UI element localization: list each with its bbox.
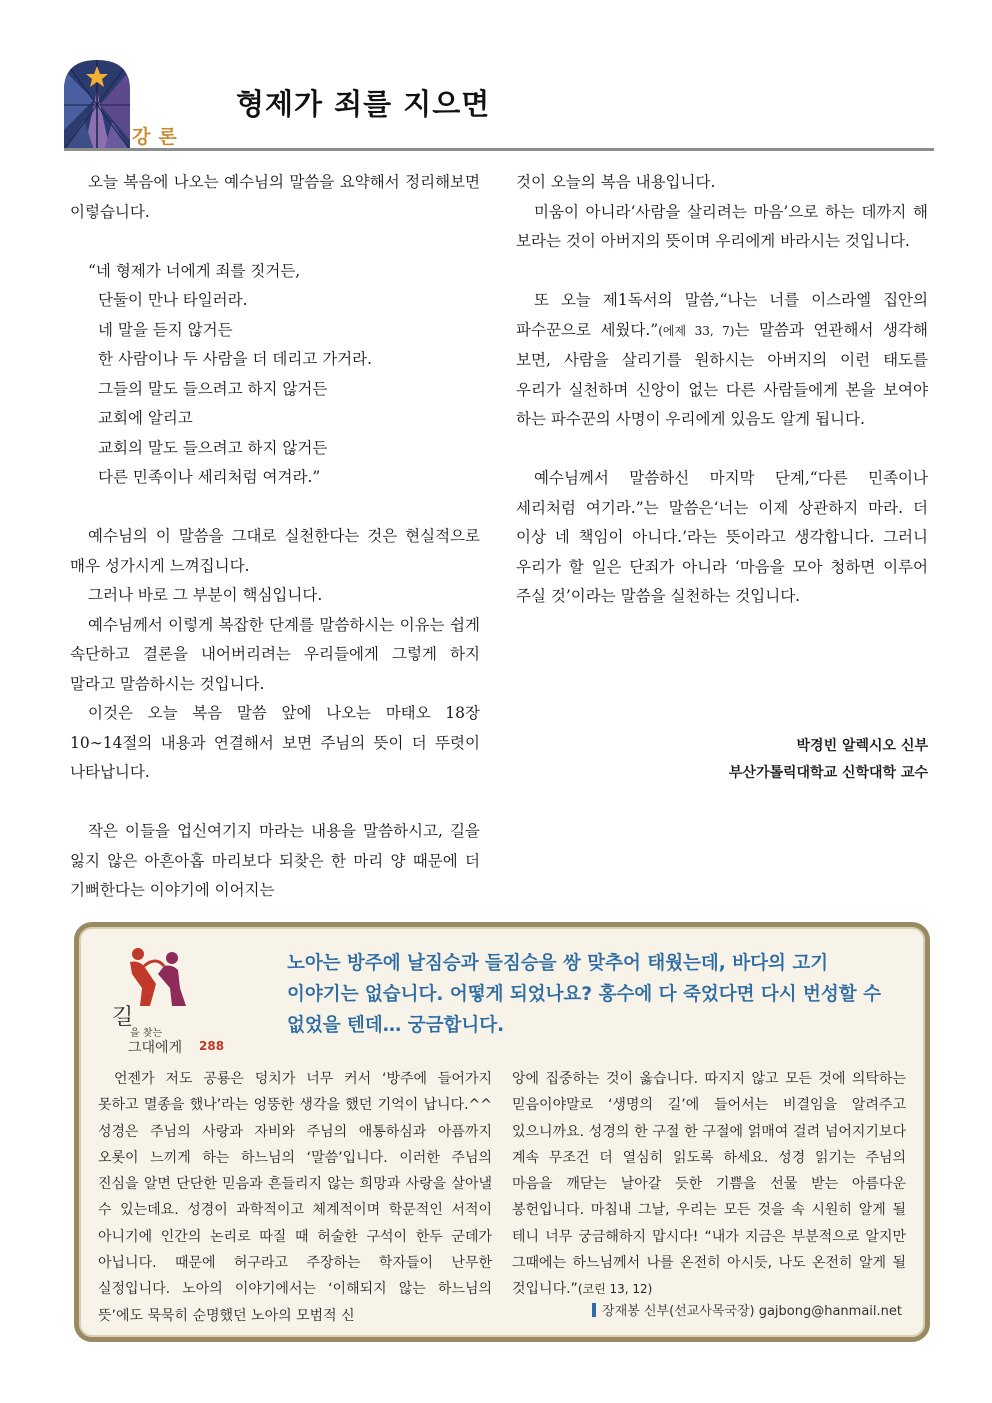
text: 는 말씀과 연관해서 생각해 보면, 사람을 살리기를 원하시는 아버지의 이런 태도를 우리가 실천하며 신앙이 없는 다른 사람들에게 본을 보여야 하는 파수꾼의 사명이 우리에게 있음도 알게 됩니다. <box>516 320 928 428</box>
quote-line: 교회에 알리고 <box>98 409 193 427</box>
qa-question: 노아는 방주에 날짐승과 들짐승을 쌍 맞추어 태웠는데, 바다의 고기 이야기는 없습니다. 어떻게 되었나요? 홍수에 다 죽었다면 다시 번성할 수 없었을 텐데… 궁금합니다. <box>287 953 881 1036</box>
author-name: 박경빈 알렉시오 신부 <box>796 738 928 754</box>
left-column <box>70 168 480 906</box>
svg-text:길: 길 <box>112 1005 134 1030</box>
paragraph: 오늘 복음에 나오는 예수님의 말씀을 요약해서 정리해보면 이렇습니다. <box>70 173 480 221</box>
quote-line: 다른 민족이나 세리처럼 여겨라.” <box>98 468 321 486</box>
signature <box>729 733 928 787</box>
paragraph: 예수님께서 이렇게 복잡한 단계를 말씀하시는 이유는 쉽게 속단하고 결론을 내어버리려는 우리들에게 그렇게 하지 말라고 말씀하시는 것입니다. <box>70 615 480 693</box>
paragraph: 예수님의 이 말씀을 그대로 실천한다는 것은 현실적으로 매우 성가시게 느껴집니다. <box>70 527 480 575</box>
gospel-quote <box>70 257 480 493</box>
paragraph: 작은 이들을 업신여기지 마라는 내용을 말씀하시고, 길을 잃지 않은 아흔아홉 마리보다 되찾은 한 마리 양 때문에 더 기뻐한다는 이야기에 이어지는 <box>70 822 480 899</box>
bible-reference: (에제 33, 7) <box>658 323 735 338</box>
quote-line: 그들의 말도 들으려고 하지 않거든 <box>98 379 328 398</box>
paragraph: 그러나 바로 그 부분이 핵심입니다. <box>88 586 323 604</box>
quote-line: 한 사람이나 두 사람을 더 데리고 가거라. <box>98 350 373 368</box>
svg-text:그대에게: 그대에게 <box>128 1040 183 1056</box>
header-divider <box>64 148 934 151</box>
answer-text <box>512 1066 906 1303</box>
right-column <box>516 168 928 612</box>
author-marker <box>592 1303 596 1317</box>
quote-line: 단둘이 만나 타일러라. <box>98 291 248 309</box>
qa-answer-left <box>98 1066 492 1329</box>
author-affiliation: 부산가톨릭대학교 신학대학 교수 <box>728 765 928 781</box>
quote-line: 네 말을 듣지 않거든 <box>98 320 233 339</box>
svg-text:을 찾는: 을 찾는 <box>130 1028 163 1039</box>
paragraph: 미움이 아니라‘사람을 살리려는 마음’으로 하는 데까지 해 보라는 것이 아버지의 뜻이며 우리에게 바라시는 것입니다. <box>516 202 928 250</box>
section-tag: 강론 <box>132 126 185 148</box>
page-title: 형제가 죄를 지으면 <box>236 87 491 121</box>
paragraph: 이것은 오늘 복음 말씀 앞에 나오는 마태오 18장 10∼14절의 내용과 연결해서 보면 주님의 뜻이 더 뚜렷이 나타납니다. <box>70 704 480 781</box>
text: 또 오늘 제1독서의 말씀,“나는 너를 이스라엘 집안의 파수꾼으로 세웠다.” <box>516 291 928 339</box>
stained-glass-logo <box>64 60 130 150</box>
answer-text: 언젠가 저도 공룡은 덩치가 너무 커서 ‘방주에 들어가지 못하고 멸종을 했나’라는 엉뚱한 생각을 했던 기억이 납니다.^^ 성경은 주님의 사랑과 자비와 주님의 애통하심과 아픔까지 오롯이 느끼게 하는 하느님의 ‘말씀’입니다. 이러한 주님의 진심을 알면 단단한 믿음과 흔들리지 않는 희망과 사랑을 살아낼 수 있는데요. 성경이 과학적이고 체계적이며 학문적인 서적이 아니기에 인간의 논리로 따질 때 허술한 구석이 한두 군데가 아닙니다. 때문에 허구라고 주장하는 학자들이 난무한 실정입니다. 노아의 이야기에서는 ‘이해되지 않는 하느님의 뜻’에도 묵묵히 순명했던 노아의 모범적 신 <box>98 1071 492 1324</box>
paragraph <box>516 286 928 435</box>
paragraph: 예수님께서 말씀하신 마지막 단계,“다른 민족이나 세리처럼 여기라.”는 말씀은‘너는 이제 상관하지 마라. 더 이상 네 책임이 아니다.’라는 뜻이라고 생각합니다. 그러니 우리가 할 일은 단죄가 아니라 ‘마음을 모아 청하면 이루어 주실 것’이라는 말씀을 실천하는 것입니다. <box>516 469 928 605</box>
paragraph: 것이 오늘의 복음 내용입니다. <box>516 173 716 191</box>
quote-line: 교회의 말도 들으려고 하지 않거든 <box>98 438 328 457</box>
bible-reference: (코린 13, 12) <box>577 1282 653 1297</box>
qa-answer-right <box>512 1066 906 1303</box>
author-text: 장재봉 신부(선교사목국장) gajbong@hanmail.net <box>602 1304 902 1319</box>
qa-author <box>592 1300 902 1319</box>
text: 앙에 집중하는 것이 옳습니다. 따지지 않고 모든 것에 의탁하는 믿음이야말로 ‘생명의 길’에 들어서는 비결임을 알려주고 있으니까요. 성경의 한 구절 한 구절에 얽매여 걸려 넘어지기보다 계속 무조건 더 열심히 읽도록 하세요. 성경 읽기는 주님의 마음을 깨닫는 날아갈 듯한 기쁨을 선물 받는 아름다운 봉헌입니다. 마침내 그날, 우리는 모든 것을 속 시원히 알게 될 테니 너무 궁금해하지 맙시다! “내가 지금은 부분적으로 알지만 그때에는 하느님께서 나를 온전히 아시듯, 나도 온전히 알게 될 것입니다.” <box>512 1071 906 1298</box>
column-number: 288 <box>199 1039 225 1053</box>
quote-line: “네 형제가 너에게 죄를 짓거든, <box>88 261 301 280</box>
